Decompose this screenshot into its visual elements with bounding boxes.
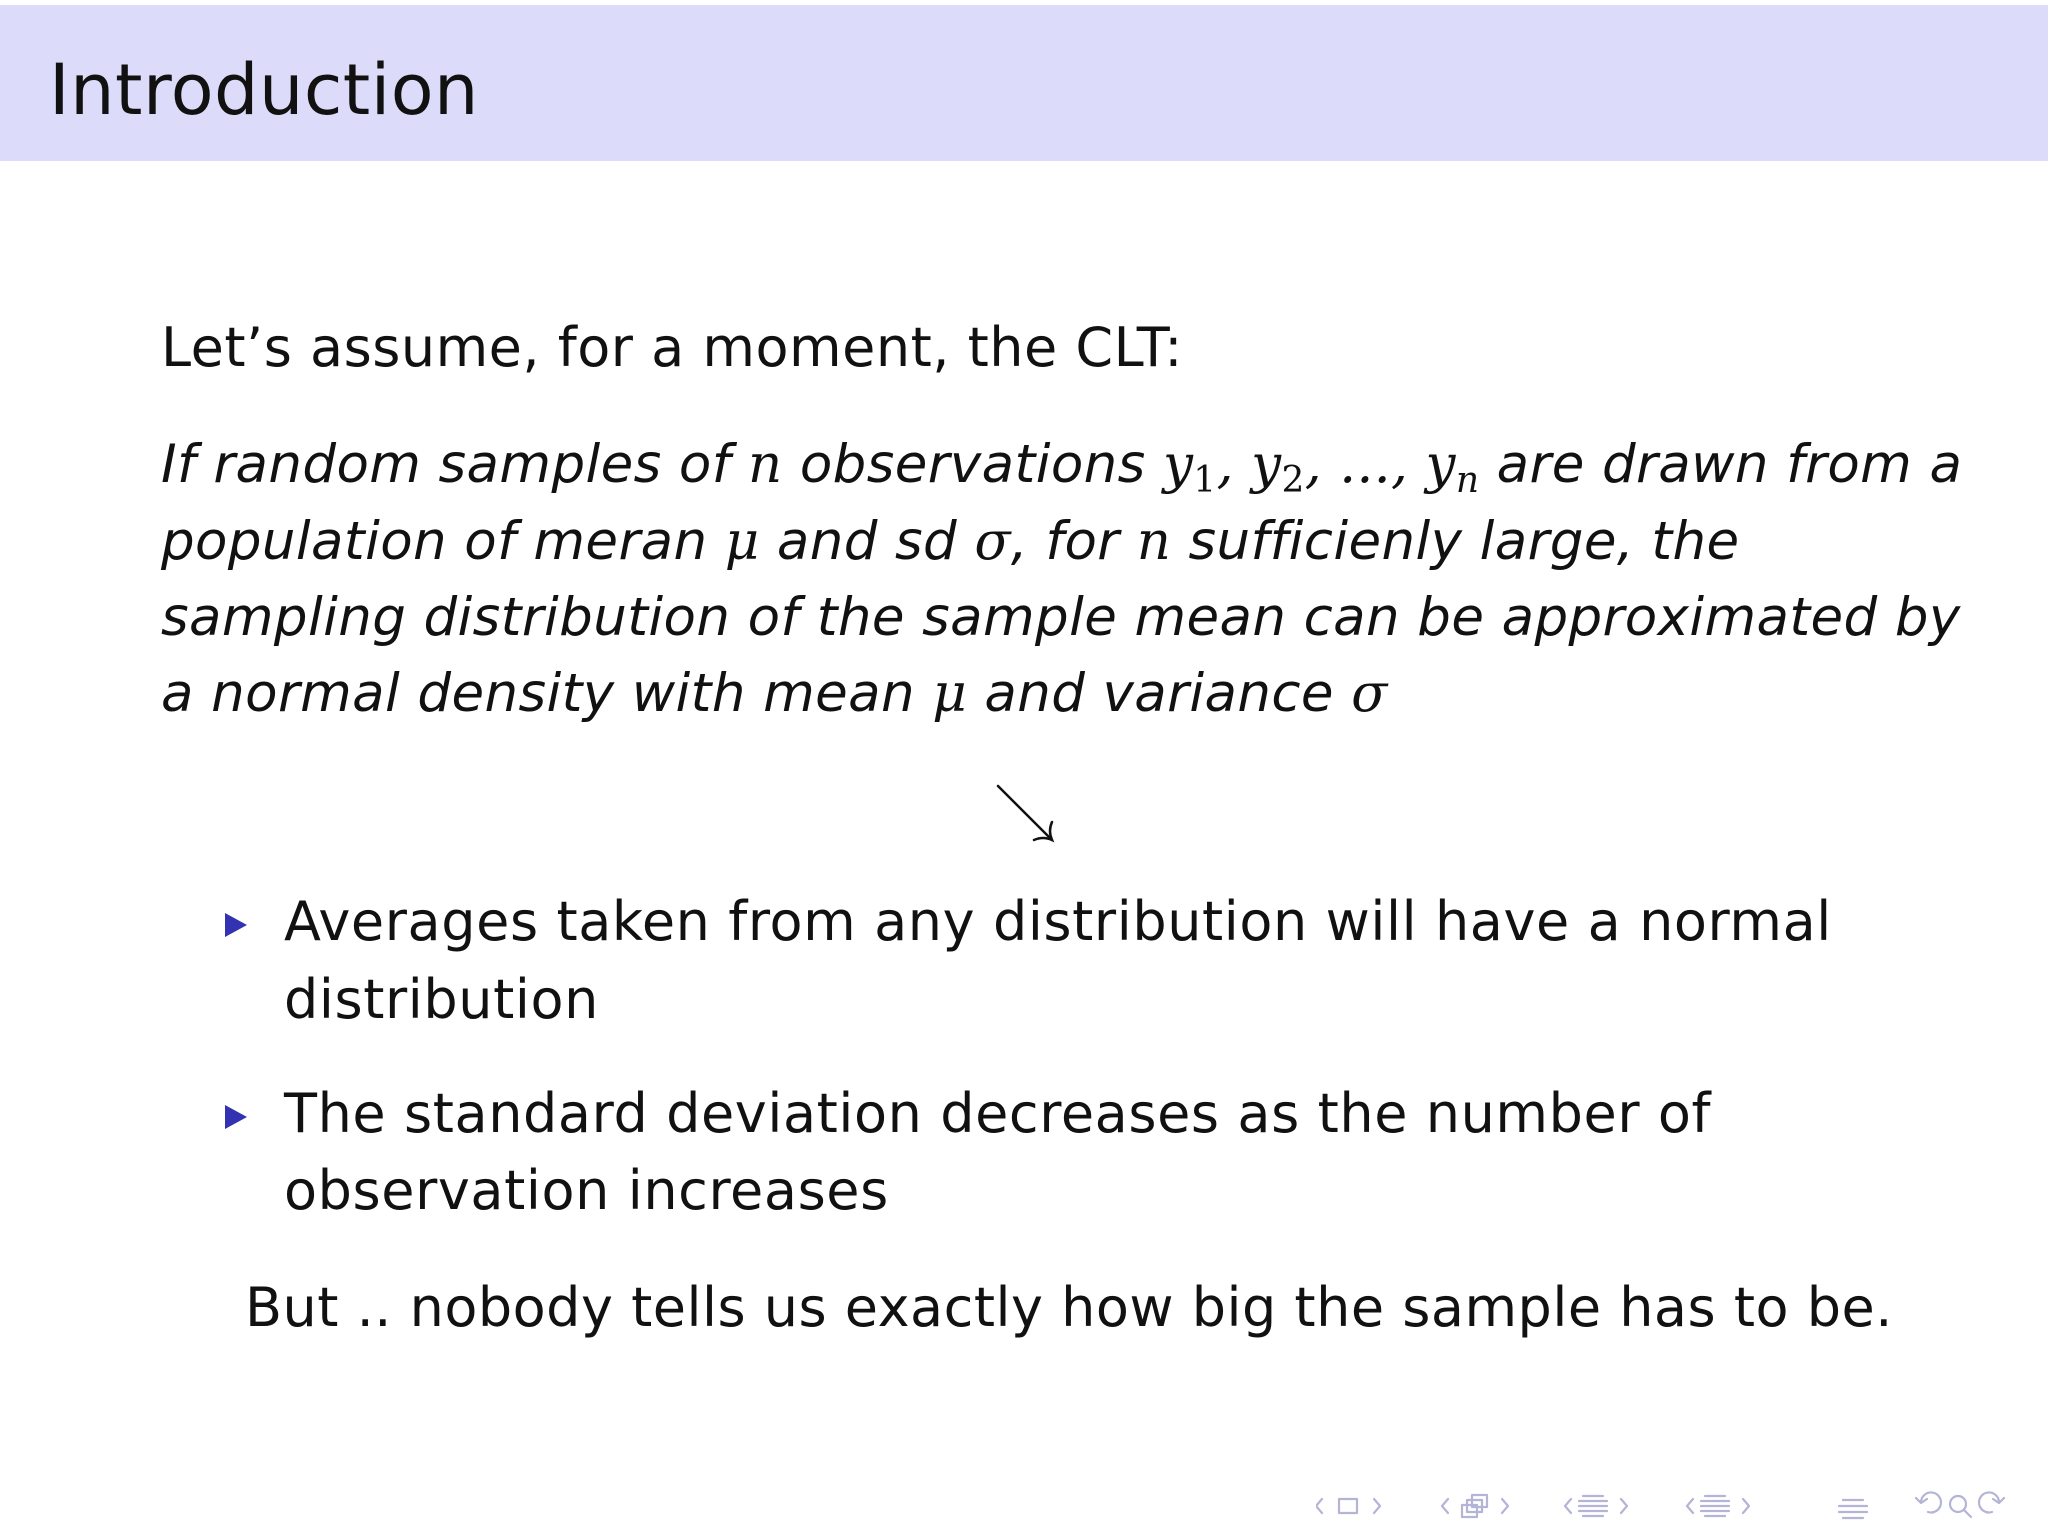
intro-text: Let’s assume, for a moment, the CLT: bbox=[161, 316, 1183, 379]
undo-icon[interactable] bbox=[1916, 1492, 1941, 1512]
clt-text: and sd bbox=[759, 511, 975, 572]
beamer-navigation-bar bbox=[1316, 1490, 2028, 1522]
clt-text: observations bbox=[782, 434, 1163, 495]
slide-prev-icon[interactable] bbox=[1687, 1499, 1693, 1513]
slide-header bbox=[0, 5, 2048, 161]
slide-icon[interactable] bbox=[1701, 1496, 1729, 1516]
redo-icon[interactable] bbox=[1979, 1492, 2004, 1512]
section-prev-icon[interactable] bbox=[1565, 1499, 1571, 1513]
section-next-icon[interactable] bbox=[1621, 1499, 1627, 1513]
frame-prev-icon[interactable] bbox=[1316, 1499, 1322, 1513]
bullet-2-line-2: observation increases bbox=[284, 1159, 889, 1222]
clt-text: population of meran bbox=[161, 511, 725, 572]
math-variable-n: n bbox=[748, 434, 783, 495]
frame-icon[interactable] bbox=[1339, 1499, 1357, 1513]
math-subscript: 1 bbox=[1193, 460, 1217, 501]
math-sigma: σ bbox=[1351, 663, 1388, 724]
subsection-next-icon[interactable] bbox=[1502, 1499, 1508, 1513]
clt-text: are drawn from a bbox=[1479, 434, 1963, 495]
clt-text: a normal density with mean bbox=[161, 663, 933, 724]
slide-next-icon[interactable] bbox=[1743, 1499, 1749, 1513]
slide-title: Introduction bbox=[49, 49, 479, 131]
subsection-icon[interactable] bbox=[1462, 1495, 1487, 1517]
math-variable-y: y bbox=[1162, 434, 1194, 495]
math-sigma: σ bbox=[974, 511, 1011, 572]
math-mu: μ bbox=[932, 663, 968, 724]
math-subscript: n bbox=[1455, 460, 1480, 501]
clt-statement-line-3: sampling distribution of the sample mean can be approximated by bbox=[161, 587, 1961, 648]
clt-statement-line-4 bbox=[161, 663, 1388, 724]
math-variable-y: y bbox=[1425, 434, 1456, 495]
math-separator: , ..., bbox=[1304, 434, 1426, 495]
math-variable-n: n bbox=[1136, 511, 1172, 572]
math-variable-y: y bbox=[1251, 434, 1282, 495]
clt-text: sufficienly large, the bbox=[1171, 511, 1740, 572]
clt-text: , for bbox=[1010, 511, 1137, 572]
southeast-arrow-icon bbox=[990, 781, 1060, 851]
bullet-triangle-icon bbox=[223, 910, 249, 940]
closing-text: But .. nobody tells us exactly how big the sample has to be. bbox=[245, 1276, 1893, 1339]
clt-text: If random samples of bbox=[161, 434, 749, 495]
clt-statement-line-2 bbox=[161, 511, 1740, 572]
bullet-1-line-1: Averages taken from any distribution will have a normal bbox=[284, 890, 1832, 953]
clt-text: and variance bbox=[967, 663, 1352, 724]
bullet-1-line-2: distribution bbox=[284, 968, 599, 1031]
bullet-triangle-icon bbox=[223, 1102, 249, 1132]
section-icon[interactable] bbox=[1579, 1496, 1607, 1516]
subsection-prev-icon[interactable] bbox=[1442, 1499, 1448, 1513]
math-mu: μ bbox=[724, 511, 760, 572]
frame-next-icon[interactable] bbox=[1374, 1499, 1380, 1513]
search-icon[interactable] bbox=[1950, 1496, 1971, 1517]
math-separator: , bbox=[1216, 434, 1252, 495]
clt-statement-line-1 bbox=[161, 434, 1963, 501]
math-subscript: 2 bbox=[1281, 460, 1305, 501]
bullet-2-line-1: The standard deviation decreases as the number of bbox=[284, 1082, 1712, 1145]
appendix-icon[interactable] bbox=[1839, 1500, 1867, 1518]
